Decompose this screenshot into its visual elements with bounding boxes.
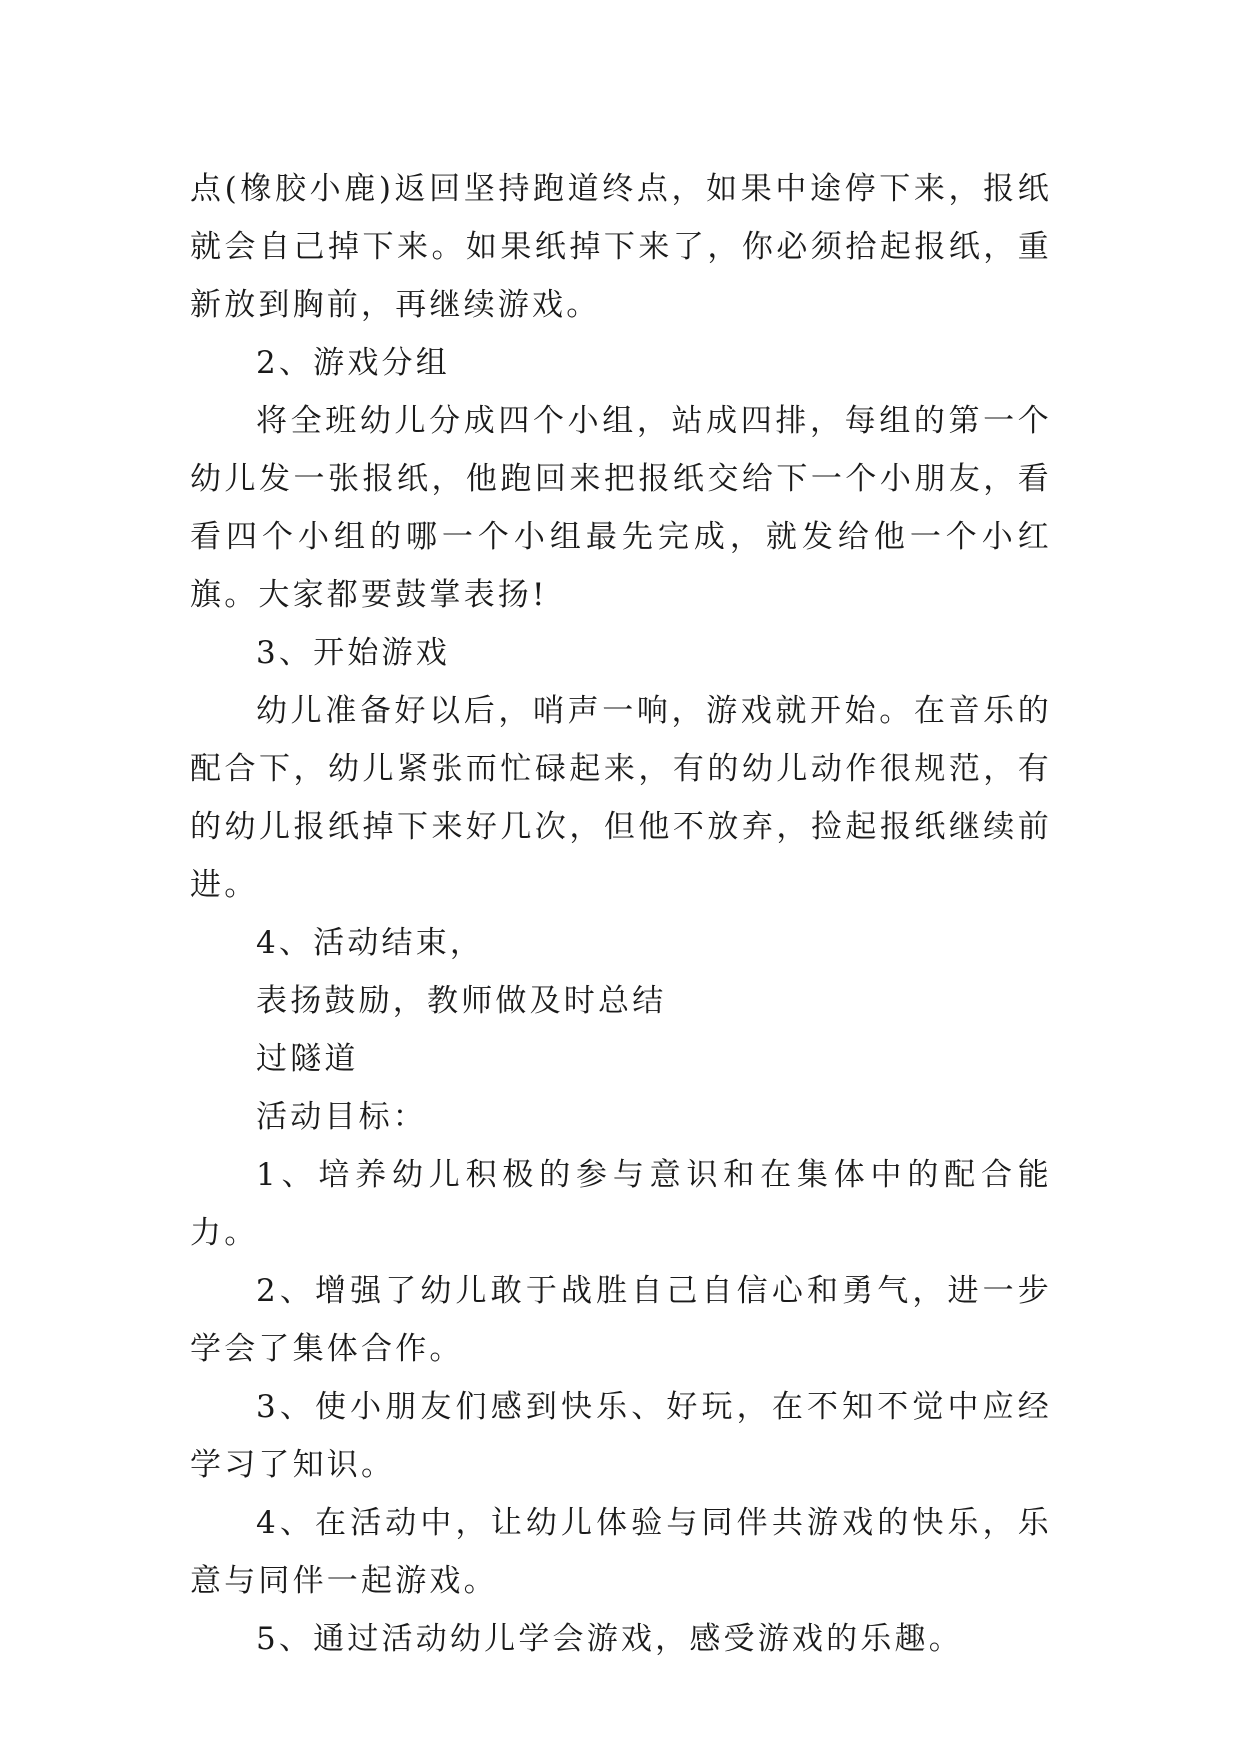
section-heading-grouping: 2、游戏分组 — [256, 345, 450, 381]
goal-item-4: 4、在活动中，让幼儿体验与同伴共游戏的快乐，乐意与同伴一起游戏。 — [190, 1505, 1052, 1599]
paragraph-grouping: 将全班幼儿分成四个小组，站成四排，每组的第一个幼儿发一张报纸，他跑回来把报纸交给下一个小朋友，看看四个小组的哪一个小组最先完成，就发给他一个小红旗。大家都要鼓掌表扬! — [190, 403, 1052, 613]
goal-item-3: 3、使小朋友们感到快乐、好玩，在不知不觉中应经学习了知识。 — [190, 1389, 1052, 1483]
goal-item-1: 1、培养幼儿积极的参与意识和在集体中的配合能力。 — [190, 1157, 1052, 1251]
document-body — [190, 160, 1052, 1668]
goal-item-2: 2、增强了幼儿敢于战胜自己自信心和勇气，进一步学会了集体合作。 — [190, 1273, 1052, 1367]
paragraph-activity-end: 表扬鼓励，教师做及时总结 — [256, 983, 667, 1019]
goals-heading: 活动目标： — [256, 1099, 427, 1135]
section-heading-start-game: 3、开始游戏 — [256, 635, 450, 671]
paragraph-continuation: 点(橡胶小鹿)返回坚持跑道终点，如果中途停下来，报纸就会自己掉下来。如果纸掉下来了，你必须拾起报纸，重新放到胸前，再继续游戏。 — [190, 171, 1052, 323]
paragraph-start-game: 幼儿准备好以后，哨声一响，游戏就开始。在音乐的配合下，幼儿紧张而忙碌起来，有的幼儿动作很规范，有的幼儿报纸掉下来好几次，但他不放弃，捡起报纸继续前进。 — [190, 693, 1052, 903]
section-heading-activity-end: 4、活动结束， — [256, 925, 485, 961]
activity-title: 过隧道 — [256, 1041, 359, 1077]
goal-item-5: 5、通过活动幼儿学会游戏，感受游戏的乐趣。 — [256, 1621, 963, 1657]
